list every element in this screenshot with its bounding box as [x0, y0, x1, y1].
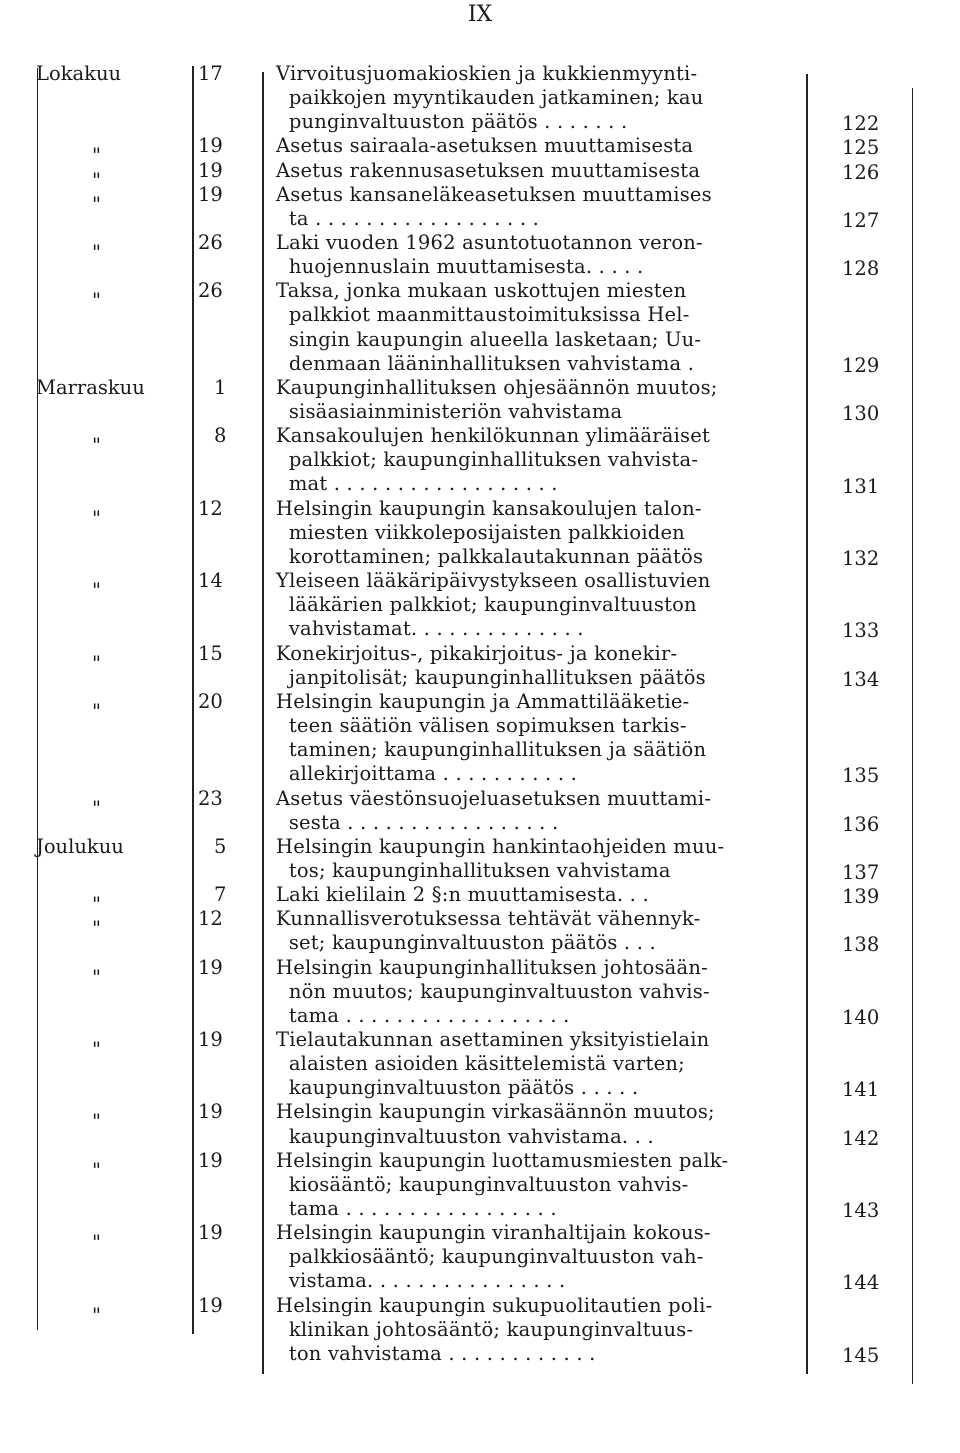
entry-month: " [92, 651, 101, 675]
entry-description-line: huojennuslain muuttamisesta. . . . . [276, 255, 644, 279]
index-entry [0, 62, 960, 134]
entry-month: " [92, 893, 101, 917]
entry-day: 19 [198, 134, 223, 158]
index-entry [0, 1028, 960, 1100]
entry-day: 20 [198, 689, 223, 713]
entry-page-number: 134 [842, 667, 880, 691]
index-entry [0, 1100, 960, 1148]
entry-page-number: 127 [842, 208, 880, 232]
entry-day: 26 [198, 231, 223, 255]
entry-page-number: 133 [842, 619, 880, 643]
entry-description [276, 690, 806, 786]
entry-page-number: 125 [842, 136, 880, 160]
entry-description [276, 134, 806, 158]
index-entry [0, 497, 960, 569]
entry-description-line: korottaminen; palkkalautakunnan päätös [276, 544, 704, 568]
entry-description-line: vistama. . . . . . . . . . . . . . . . [276, 1269, 566, 1293]
page-number: IX [467, 2, 493, 27]
entry-day: 15 [198, 641, 223, 665]
entry-description [276, 231, 806, 279]
entry-description [276, 787, 806, 835]
entry-month: " [92, 1303, 101, 1327]
entry-description-line: kaupunginvaltuuston päätös . . . . . [276, 1076, 639, 1100]
index-entry [0, 1294, 960, 1366]
entry-page-number: 138 [842, 933, 880, 957]
entry-description-line: Yleiseen lääkäripäivystykseen osallistuvien [276, 569, 711, 593]
index-entry [0, 835, 960, 883]
entry-description-line: vahvistamat. . . . . . . . . . . . . . [276, 617, 584, 641]
entry-page-number: 128 [842, 257, 880, 281]
entry-month: " [92, 699, 101, 723]
entry-day: 19 [198, 1028, 223, 1051]
entry-day: 19 [198, 1100, 223, 1124]
entry-description-line: ton vahvistama . . . . . . . . . . . . [276, 1341, 596, 1365]
entry-day: 12 [198, 907, 223, 931]
index-entry [0, 956, 960, 1028]
index-entry [0, 907, 960, 955]
entry-description-line: palkkiosääntö; kaupunginvaltuuston vah- [276, 1245, 704, 1269]
index-entry [0, 183, 960, 231]
entry-page-number: 145 [842, 1343, 880, 1367]
entry-description-line: Helsingin kaupungin kansakoulujen talon- [276, 496, 702, 520]
entry-month: " [92, 965, 101, 989]
entry-description-line: Asetus sairaala-asetuksen muuttamisesta [276, 134, 694, 158]
entry-page-number: 139 [842, 885, 880, 909]
index-entry [0, 134, 960, 168]
entry-description-line: Laki kielilain 2 §:n muuttamisesta. . . [276, 883, 649, 907]
entry-description [276, 183, 806, 231]
entry-day: 19 [198, 1148, 223, 1172]
entry-description [276, 62, 806, 134]
index-entry [0, 158, 960, 192]
entry-description-line: janpitolisät; kaupunginhallituksen päätös [276, 665, 706, 689]
entry-description-line: Helsingin kaupungin viranhaltijain kokous- [276, 1221, 711, 1245]
index-entry [0, 1149, 960, 1221]
entry-day: 26 [198, 279, 223, 303]
entry-description-line: Kaupunginhallituksen ohjesäännön muutos; [276, 375, 718, 399]
entry-description [276, 569, 806, 641]
entry-description [276, 1100, 806, 1148]
entry-description-line: sesta . . . . . . . . . . . . . . . . . [276, 810, 559, 834]
entry-description-line: set; kaupunginvaltuuston päätös . . . [276, 931, 656, 955]
entry-month: " [92, 241, 101, 265]
entry-month: " [92, 506, 101, 530]
entry-description-line: kaupunginvaltuuston vahvistama. . . [276, 1124, 654, 1148]
entry-description-line: Helsingin kaupungin luottamusmiesten palk- [276, 1148, 729, 1172]
entry-description-line: Kunnallisverotuksessa tehtävät vähennyk- [276, 907, 701, 931]
entry-month: Lokakuu [36, 62, 122, 85]
entry-page-number: 136 [842, 812, 880, 836]
entry-month: " [92, 168, 101, 192]
entry-description-line: nön muutos; kaupunginvaltuuston vahvis- [276, 979, 710, 1003]
index-entry [0, 883, 960, 917]
entry-description [276, 159, 806, 183]
entry-day: 17 [198, 62, 223, 85]
entry-description [276, 642, 806, 690]
entry-description-line: Helsingin kaupungin sukupuolitautien poli- [276, 1293, 713, 1317]
entry-page-number: 137 [842, 860, 880, 884]
entry-page-number: 126 [842, 160, 880, 184]
index-entry [0, 787, 960, 835]
entry-month: " [92, 1231, 101, 1255]
entry-description [276, 279, 806, 375]
entry-day: 19 [198, 182, 223, 206]
entry-page-number: 141 [842, 1078, 880, 1102]
entry-description-line: Helsingin kaupunginhallituksen johtosään- [276, 955, 708, 979]
entry-description-line: Virvoitusjuomakioskien ja kukkienmyynti- [276, 62, 698, 85]
entry-description [276, 497, 806, 569]
entry-description-line: teen säätiön välisen sopimuksen tarkis- [276, 713, 687, 737]
entry-day: 19 [198, 955, 223, 979]
entry-day: 5 [214, 834, 227, 858]
entry-month: " [92, 1038, 101, 1061]
entry-page-number: 142 [842, 1126, 880, 1150]
entry-description-line: tos; kaupunginhallituksen vahvistama [276, 858, 671, 882]
entry-description [276, 376, 806, 424]
entry-description-line: Tielautakunnan asettaminen yksityistielain [276, 1028, 710, 1051]
entry-description-line: tama . . . . . . . . . . . . . . . . . [276, 1196, 557, 1220]
entry-description-line: miesten viikkoleposijaisten palkkioiden [276, 520, 685, 544]
entry-month: " [92, 289, 101, 313]
entry-description-line: tama . . . . . . . . . . . . . . . . . . [276, 1003, 570, 1027]
entry-description [276, 424, 806, 496]
entry-description-line: sisäasiainministeriön vahvistama [276, 400, 623, 424]
entry-description-line: palkkiot; kaupunginhallituksen vahvista- [276, 448, 699, 472]
entry-page-number: 143 [842, 1199, 880, 1223]
entry-description-line: mat . . . . . . . . . . . . . . . . . . [276, 472, 558, 496]
entry-page-number: 132 [842, 546, 880, 570]
entry-month: " [92, 1158, 101, 1182]
entry-day: 8 [214, 424, 227, 448]
entry-page-number: 129 [842, 353, 880, 377]
entry-description-line: Konekirjoitus-, pikakirjoitus- ja konekir- [276, 641, 678, 665]
entry-page-number: 140 [842, 1005, 880, 1029]
entry-month: " [92, 917, 101, 941]
entry-description-line: Asetus väestönsuojeluasetuksen muuttami- [276, 786, 712, 810]
entry-description-line: singin kaupungin alueella lasketaan; Uu- [276, 327, 702, 351]
entry-description-line: lääkärien palkkiot; kaupunginvaltuuston [276, 593, 697, 617]
index-entry [0, 642, 960, 690]
entry-page-number: 122 [842, 112, 880, 136]
index-entry [0, 279, 960, 376]
entry-page-number: 144 [842, 1271, 880, 1295]
index-entry [0, 424, 960, 496]
entry-month: " [92, 1110, 101, 1134]
entry-day: 7 [214, 883, 227, 907]
entry-description-line: taminen; kaupunginhallituksen ja säätiön [276, 738, 707, 762]
entry-month: Joulukuu [36, 834, 124, 858]
entry-description [276, 1149, 806, 1221]
entry-day: 19 [198, 158, 223, 182]
entry-day: 14 [198, 569, 223, 593]
entry-page-number: 131 [842, 474, 880, 498]
entry-description-line: klinikan johtosääntö; kaupunginvaltuus- [276, 1317, 694, 1341]
entry-month: " [92, 434, 101, 458]
entry-month: " [92, 192, 101, 216]
entry-description-line: palkkiot maanmittaustoimituksissa Hel- [276, 303, 690, 327]
entry-description-line: ta . . . . . . . . . . . . . . . . . . [276, 206, 540, 230]
entry-month: " [92, 579, 101, 603]
index-entry [0, 376, 960, 424]
entry-month: " [92, 144, 101, 168]
entry-description [276, 1028, 806, 1100]
entry-description-line: punginvaltuuston päätös . . . . . . . [276, 110, 628, 134]
entry-month: Marraskuu [36, 375, 145, 399]
entry-day: 19 [198, 1221, 223, 1245]
index-entry [0, 1221, 960, 1293]
entry-description [276, 835, 806, 883]
entry-day: 23 [198, 786, 223, 810]
entry-description-line: Helsingin kaupungin ja Ammattilääketie- [276, 689, 690, 713]
entry-description-line: denmaan lääninhallituksen vahvistama . [276, 351, 695, 375]
entry-description-line: Taksa, jonka mukaan uskottujen miesten [276, 279, 687, 303]
entry-description [276, 1221, 806, 1293]
entry-description [276, 956, 806, 1028]
entry-page-number: 135 [842, 764, 880, 788]
entry-description-line: allekirjoittama . . . . . . . . . . . [276, 762, 578, 786]
entry-description [276, 883, 806, 907]
index-entry [0, 231, 960, 279]
entry-day: 1 [214, 375, 227, 399]
entry-description-line: Asetus kansaneläkeasetuksen muuttamises [276, 182, 712, 206]
entry-description-line: Kansakoulujen henkilökunnan ylimääräiset [276, 424, 711, 448]
entry-page-number: 130 [842, 402, 880, 426]
index-entry [0, 690, 960, 787]
entry-description-line: Helsingin kaupungin hankintaohjeiden muu- [276, 834, 725, 858]
entry-description-line: Asetus rakennusasetuksen muuttamisesta [276, 158, 701, 182]
entry-description-line: Helsingin kaupungin virkasäännön muutos; [276, 1100, 715, 1124]
entry-day: 12 [198, 496, 223, 520]
entry-description [276, 907, 806, 955]
entry-description-line: Laki vuoden 1962 asuntotuotannon veron- [276, 231, 703, 255]
entry-description-line: alaisten asioiden käsittelemistä varten; [276, 1052, 685, 1076]
entry-day: 19 [198, 1293, 223, 1317]
index-entry [0, 569, 960, 641]
entry-month: " [92, 796, 101, 820]
entry-description-line: paikkojen myyntikauden jatkaminen; kau [276, 86, 704, 110]
entry-description [276, 1294, 806, 1366]
entry-description-line: kiosääntö; kaupunginvaltuuston vahvis- [276, 1172, 689, 1196]
